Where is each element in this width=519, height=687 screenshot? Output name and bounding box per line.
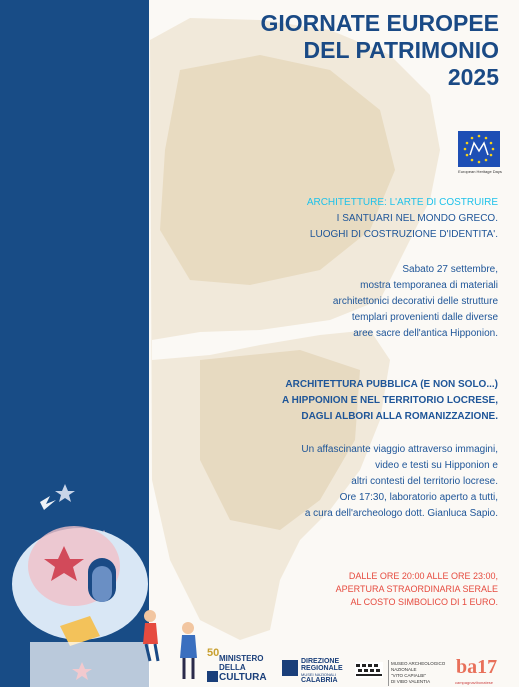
mic-line: CULTURA <box>219 672 267 683</box>
european-heritage-days-logo <box>458 131 500 167</box>
adult-figure <box>182 622 194 634</box>
title-year: 2025 <box>447 64 499 90</box>
section3-line: A HIPPONION E NEL TERRITORIO LOCRESE, <box>282 395 498 406</box>
title-line-2: DEL PATRIMONIO <box>303 37 499 63</box>
theme-heading: ARCHITETTURE: L'ARTE DI COSTRUIRE <box>306 197 498 208</box>
drm-line: CALABRIA <box>301 677 338 684</box>
section-architettura-pubblica <box>282 377 498 425</box>
section4-line: altri contesti del territorio locrese. <box>351 476 498 487</box>
star-icon <box>55 484 75 502</box>
dr-badge-icon <box>282 660 298 676</box>
direzione-regionale-logo <box>282 658 348 686</box>
title-line-1: GIORNATE EUROPEE <box>260 10 499 36</box>
section2-line: architettonici decorativi delle strutture <box>332 296 498 307</box>
section4-line: a cura dell'archeologo dott. Gianluca Sapio. <box>304 508 498 519</box>
mic-badge-icon <box>207 671 218 682</box>
drm-line: REGIONALE <box>301 665 343 672</box>
section3-line: DAGLI ALBORI ALLA ROMANIZZAZIONE. <box>301 411 498 422</box>
logo-divider <box>388 660 389 686</box>
drm-line: DIREZIONE <box>301 658 340 665</box>
drm-line: MUSEI NAZIONALI <box>301 672 336 677</box>
section4-line: Ore 17:30, laboratorio aperto a tutti, <box>339 492 498 503</box>
museo-line: MUSEO ARCHEOLOGICO <box>391 661 446 666</box>
section1-line: I SANTUARI NEL MONDO GRECO. <box>336 213 498 224</box>
section-architetture <box>307 195 498 243</box>
museo-line: DI VIBO VALENTIA <box>391 679 431 684</box>
museo-line: NAZIONALE <box>391 667 417 672</box>
section4-line: video e testi su Hipponion e <box>375 460 498 471</box>
event-title <box>260 10 499 91</box>
dove-icon <box>40 496 56 510</box>
section2-line: templari provenienti dalle diverse <box>351 312 498 323</box>
section1-line: LUOGHI DI COSTRUZIONE D'IDENTITA'. <box>309 229 498 240</box>
ba17-mark: ba17 <box>456 656 498 678</box>
section2-line: Sabato 27 settembre, <box>402 264 498 275</box>
child-figure <box>144 610 156 622</box>
museo-mark-icon <box>355 662 383 678</box>
ba17-logo <box>452 656 512 686</box>
sponsor-logos <box>0 640 519 687</box>
museo-line: "VITO CAPIALBI" <box>391 673 427 678</box>
section-evening-opening <box>336 570 498 609</box>
section3-line: ARCHITETTURA PUBBLICA (E NON SOLO...) <box>285 379 498 390</box>
section-viaggio <box>301 442 498 522</box>
section5-line: APERTURA STRAORDINARIA SERALE <box>335 584 498 594</box>
section5-line: AL COSTO SIMBOLICO DI 1 EURO. <box>350 597 498 607</box>
section2-line: aree sacre dell'antica Hipponion. <box>353 328 498 339</box>
section2-line: mostra temporanea di materiali <box>360 280 498 291</box>
eu-logo-caption: European Heritage Days <box>458 169 502 174</box>
ministero-cultura-logo <box>207 647 279 683</box>
ba17-subtitle: campagnavibonatese <box>455 680 494 685</box>
section5-line: DALLE ORE 20:00 ALLE ORE 23:00, <box>348 571 498 581</box>
section-exhibition <box>333 262 498 342</box>
mic-fifty: 50 <box>207 647 220 659</box>
section4-line: Un affascinante viaggio attraverso immagini, <box>301 444 498 455</box>
mic-line: DELLA <box>219 663 246 672</box>
mic-line: MINISTERO <box>219 654 264 663</box>
museo-capialbi-logo <box>391 661 445 685</box>
